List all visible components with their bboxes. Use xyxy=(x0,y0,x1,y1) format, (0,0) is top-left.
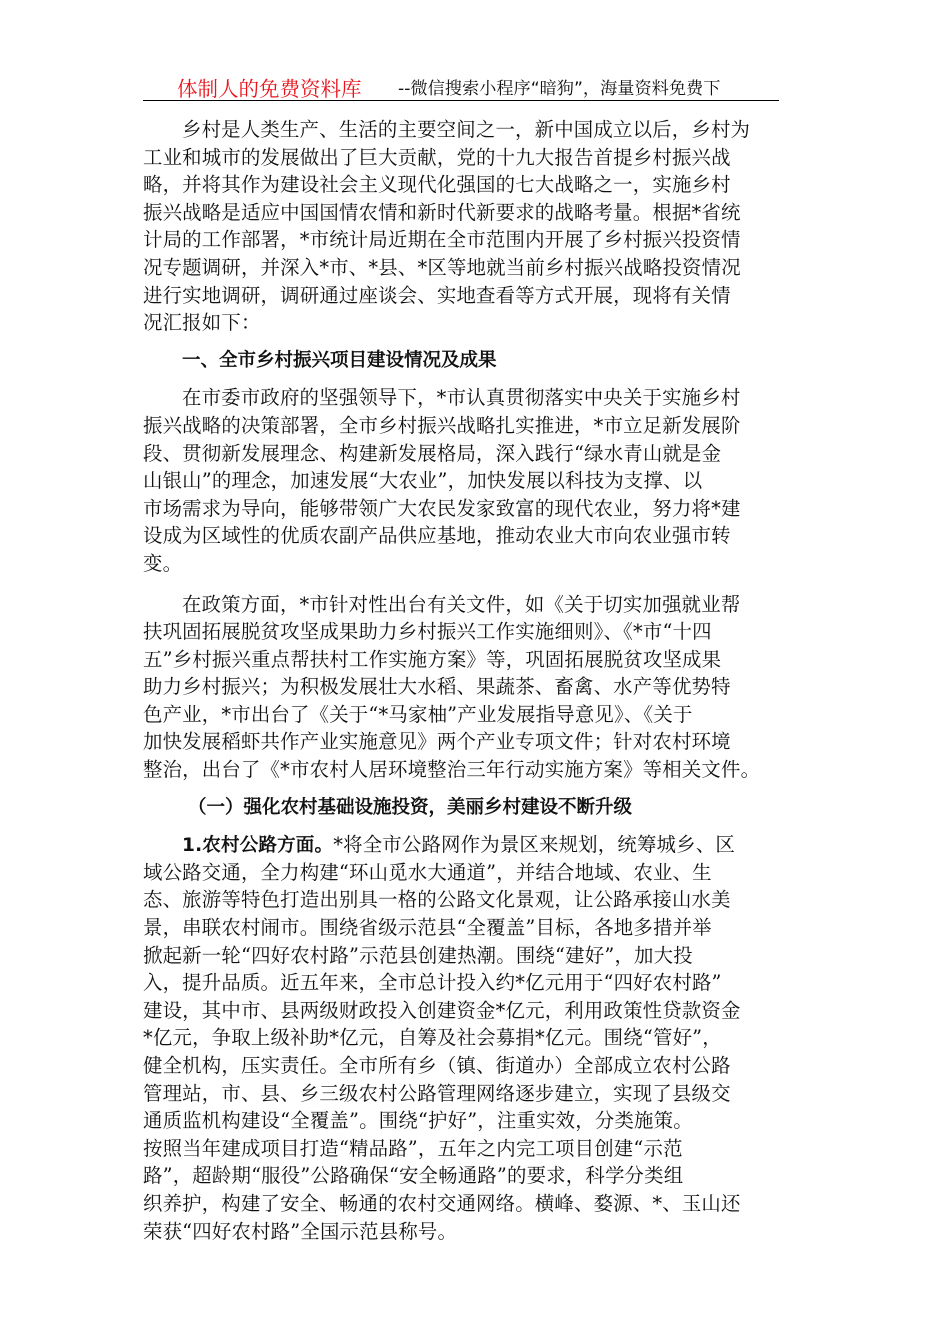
text-line: 织养护，构建了安全、畅通的农村交通网络。横峰、婺源、*、玉山还 xyxy=(143,1191,741,1215)
text-line: 景，串联农村闹市。围绕省级示范县“全覆盖”目标，各地多措并举 xyxy=(143,916,712,940)
text-line: 况专题调研，并深入*市、*县、*区等地就当前乡村振兴战略投资情况 xyxy=(143,255,741,279)
spacer xyxy=(143,821,793,831)
text-line: 建设，其中市、县两级财政投入创建资金*亿元，利用政策性贷款资金 xyxy=(143,998,741,1022)
header-tagline: --微信搜索小程序“暗狗”，海量资料免费下 xyxy=(398,79,721,99)
text-line: 略，并将其作为建设社会主义现代化强国的七大战略之一，实施乡村 xyxy=(143,173,731,197)
text-line: 计局的工作部署，*市统计局近期在全市范围内开展了乡村振兴投资情 xyxy=(143,228,741,252)
text-line: 健全机构，压实责任。全市所有乡（镇、街道办）全部成立农村公路 xyxy=(143,1054,731,1077)
intro-paragraph xyxy=(143,116,793,337)
spacer xyxy=(143,337,793,347)
text-line: 管理站，市、县、乡三级农村公路管理网络逐步建立，实现了县级交 xyxy=(143,1081,731,1105)
text-line: 在政策方面，*市针对性出台有关文件，如《关于切实加强就业帮 xyxy=(182,592,741,616)
text-line: 振兴战略是适应中国国情农情和新时代新要求的战略考量。根据*省统 xyxy=(143,200,741,224)
subsection-heading: （一）强化农村基础设施投资，美丽乡村建设不断升级 xyxy=(188,796,633,818)
spacer xyxy=(143,578,793,591)
text-line: 按照当年建成项目打造“精品路”，五年之内完工项目创建“示范 xyxy=(143,1136,683,1160)
text-line: 态、旅游等特色打造出别具一格的公路文化景观，让公路承接山水美 xyxy=(143,888,731,912)
section1-paragraph-2 xyxy=(143,591,793,784)
item-lead: 1.农村公路方面。 xyxy=(182,835,334,857)
text-line: 振兴战略的决策部署，全市乡村振兴战略扎实推进，*市立足新发展阶 xyxy=(143,413,741,437)
text-line: 山银山”的理念，加速发展“大农业”，加快发展以科技为支撑、以 xyxy=(143,469,703,493)
text-line: 助力乡村振兴；为积极发展壮大水稻、果蔬茶、畜禽、水产等优势特 xyxy=(143,675,731,699)
text-line: 变。 xyxy=(143,551,183,575)
text-line: 在市委市政府的坚强领导下，*市认真贯彻落实中央关于实施乡村 xyxy=(182,386,741,410)
text-line: 五”乡村振兴重点帮扶村工作实施方案》等，巩固拓展脱贫攻坚成果 xyxy=(143,647,722,671)
text-line: 设成为区域性的优质农副产品供应基地，推动农业大市向农业强市转 xyxy=(143,524,731,548)
spacer xyxy=(143,784,793,794)
text-line: 进行实地调研，调研通过座谈会、实地查看等方式开展，现将有关情 xyxy=(143,283,731,307)
text-line: 扶巩固拓展脱贫攻坚成果助力乡村振兴工作实施细则》、《*市“十四 xyxy=(143,620,712,644)
text-line: *亿元，争取上级补助*亿元，自筹及社会募捐*亿元。围绕“管好”， xyxy=(143,1026,722,1050)
text-line: 段、贯彻新发展理念、构建新发展格局，深入践行“绿水青山就是金 xyxy=(143,441,722,465)
text-line: 整治，出台了《*市农村人居环境整治三年行动实施方案》等相关文件。 xyxy=(143,758,761,782)
text-line: 况汇报如下： xyxy=(143,311,261,335)
text-line: 入，提升品质。近五年来，全市总计投入约*亿元用于“四好农村路” xyxy=(143,971,722,995)
text-line: 乡村是人类生产、生活的主要空间之一，新中国成立以后，乡村为 xyxy=(182,118,751,141)
text-line: 路”，超龄期“服役”公路确保“安全畅通路”的要求，科学分类组 xyxy=(143,1164,684,1188)
text-line xyxy=(143,831,793,859)
section1-paragraph-1 xyxy=(143,384,793,577)
page-header xyxy=(143,70,779,101)
text-line: 掀起新一轮“四好农村路”示范县创建热潮。围绕“建好”，加大投 xyxy=(143,943,693,967)
text-line: 通质监机构建设“全覆盖”。围绕“护好”，注重实效，分类施策。 xyxy=(143,1109,693,1133)
text-line: 荣获“四好农村路”全国示范县称号。 xyxy=(143,1219,458,1243)
text-line: 市场需求为导向，能够带领广大农民发家致富的现代农业，努力将*建 xyxy=(143,496,741,520)
text-line: 工业和城市的发展做出了巨大贡献，党的十九大报告首提乡村振兴战 xyxy=(143,145,731,169)
header-brand: 体制人的免费资料库 xyxy=(177,77,362,101)
text-line: 域公路交通，全力构建“环山觅水大通道”，并结合地域、农业、生 xyxy=(143,860,712,884)
text-line: 色产业，*市出台了《关于“*马家柚”产业发展指导意见》、《关于 xyxy=(143,702,693,726)
spacer xyxy=(143,374,793,384)
item-rural-roads xyxy=(143,831,793,1245)
text-line: 加快发展稻虾共作产业实施意见》两个产业专项文件；针对农村环境 xyxy=(143,730,731,754)
document-body xyxy=(143,116,793,1245)
item-first-line: *将全市公路网作为景区来规划，统筹城乡、区 xyxy=(333,833,735,857)
section-heading: 一、全市乡村振兴项目建设情况及成果 xyxy=(182,349,497,371)
